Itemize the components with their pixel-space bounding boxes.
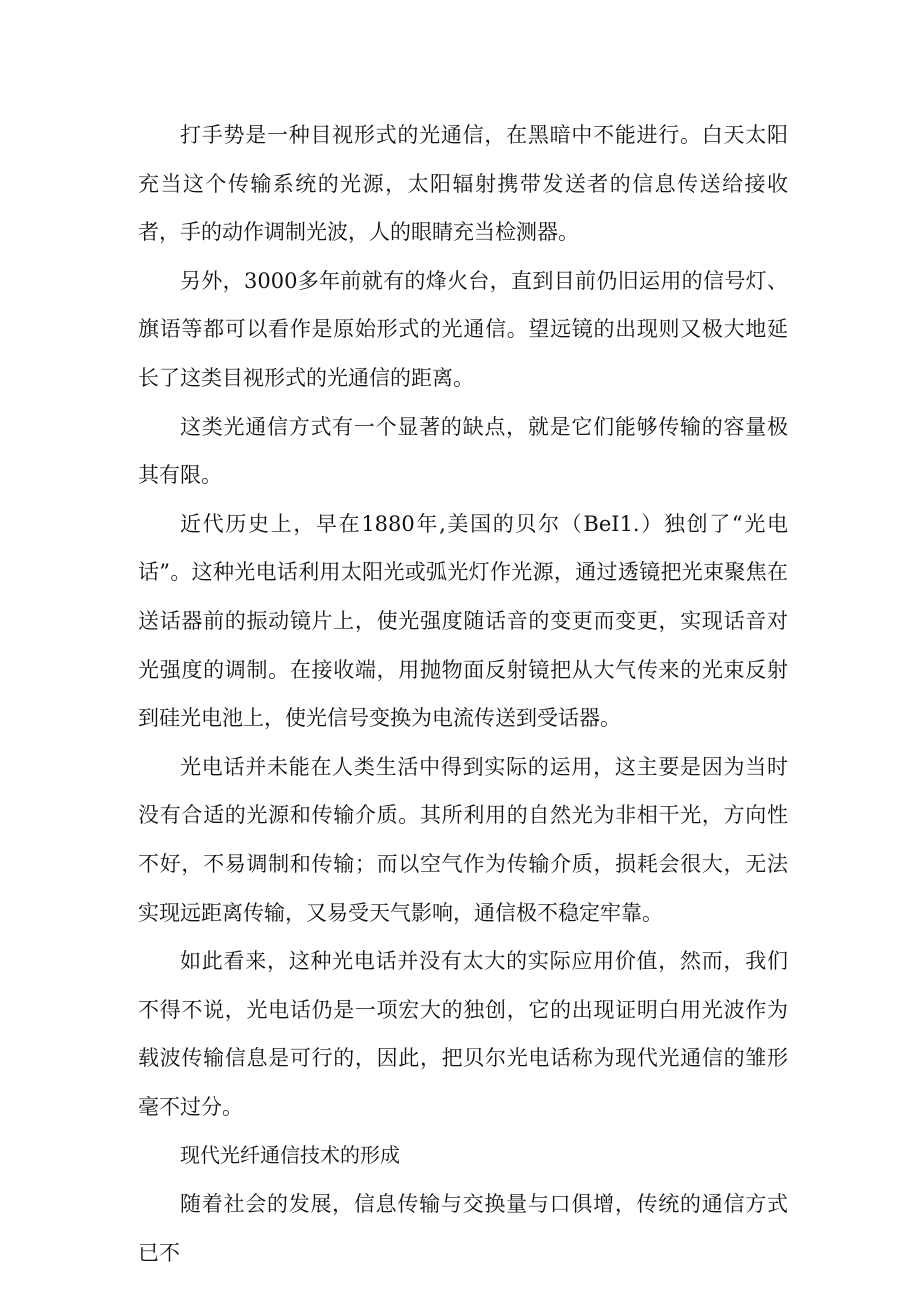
paragraph-capacity-limit: 这类光通信方式有一个显著的缺点，就是它们能够传输的容量极其有限。 — [138, 414, 788, 488]
paragraph-bell-photophone: 近代历史上，早在1880年,美国的贝尔（BeI1.）独创了“光电话”。这种光电话利用太阳光或弧光灯作光源，通过透镜把光束聚焦在送话器前的振动镜片上，使光强度随话音的变更而变更，实现话音对光强度的调制。在接收端，用抛物面反射镜把从大气传来的光束反射到硅光电池上，使光信号变换为电流传送到受话器。 — [138, 511, 788, 731]
section-heading: 现代光纤通信技术的形成 — [180, 1143, 400, 1168]
paragraph-hand-signals: 打手势是一种目视形式的光通信，在黑暗中不能进行。白天太阳充当这个传输系统的光源，太阳辐射携带发送者的信息传送给接收者，手的动作调制光波，人的眼睛充当检测器。 — [138, 123, 788, 245]
paragraph-beacon-towers: 另外，3000多年前就有的烽火台，直到目前仍旧运用的信号灯、旗语等都可以看作是原始形式的光通信。望远镜的出现则又极大地延长了这类目视形式的光通信的距离。 — [138, 268, 788, 390]
paragraph-social-development: 随着社会的发展，信息传输与交换量与口俱增，传统的通信方式已不 — [138, 1192, 788, 1265]
document-body — [138, 111, 788, 1277]
paragraph-photophone-significance: 如此看来，这种光电话并没有太大的实际应用价值，然而，我们不得不说，光电话仍是一项宏大的独创，它的出现证明白用光波作为载波传输信息是可行的，因此，把贝尔光电话称为现代光通信的雏形毫不过分。 — [138, 949, 788, 1119]
paragraph-photophone-limitations: 光电话并未能在人类生活中得到实际的运用，这主要是因为当时没有合适的光源和传输介质。其所利用的自然光为非相干光，方向性不好，不易调制和传输；而以空气作为传输介质，损耗会很大，无法实现远距离传输，又易受天气影响，通信极不稳定牢靠。 — [138, 754, 788, 925]
